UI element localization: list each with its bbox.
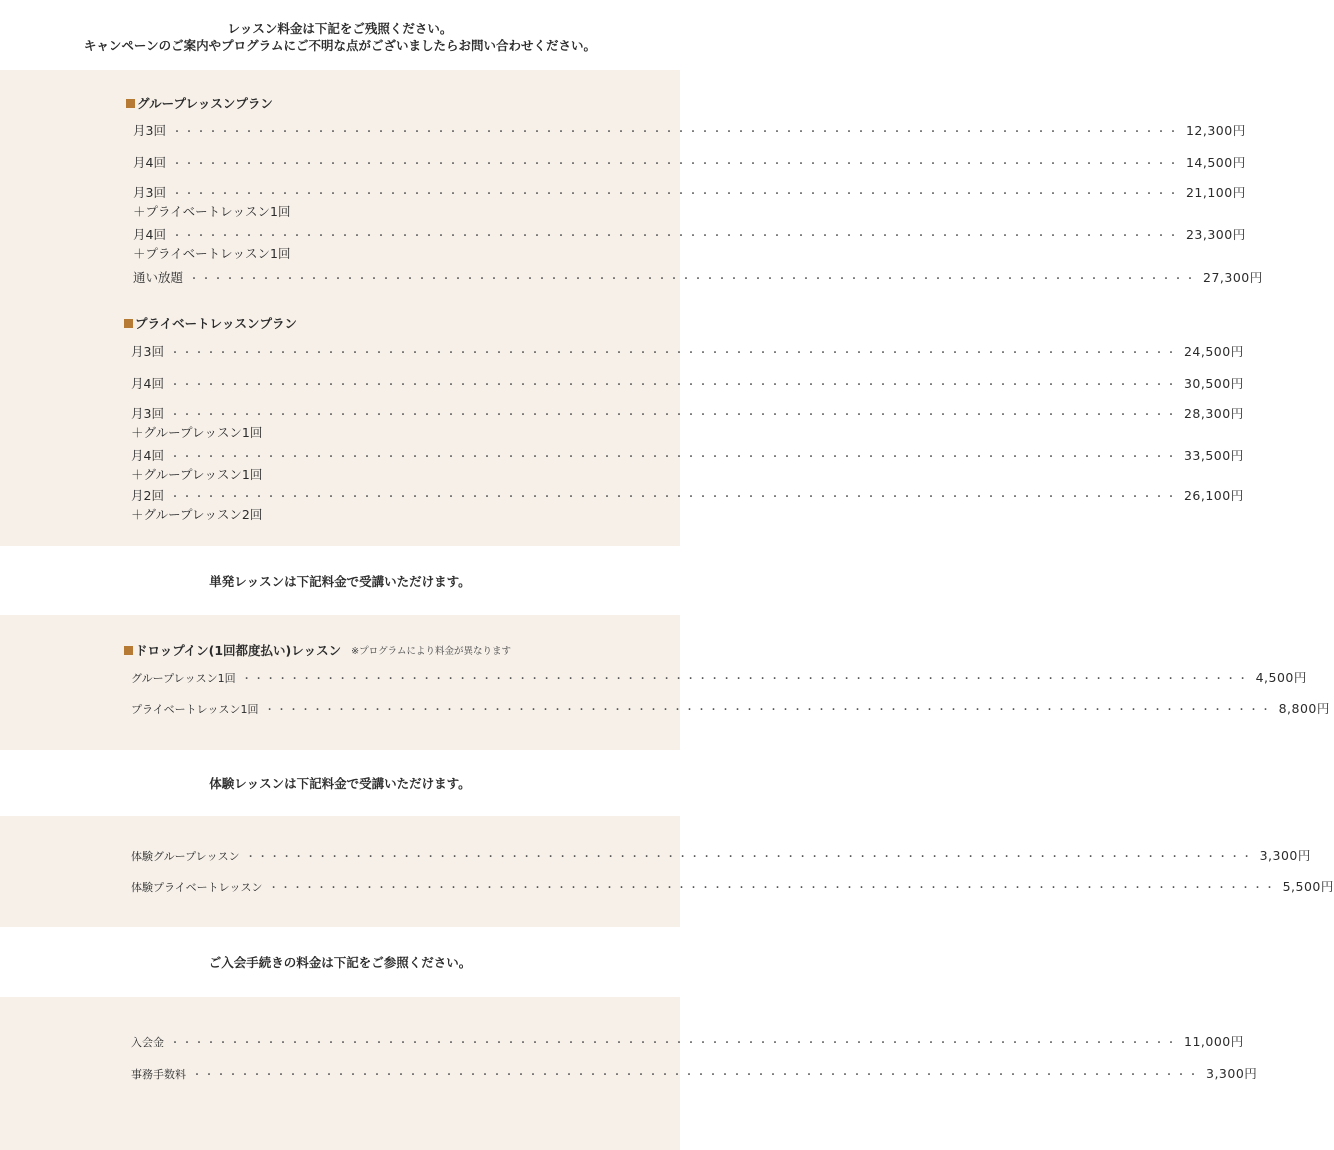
single-lesson-heading: 単発レッスンは下記料金で受講いただけます。 [209, 573, 471, 589]
row-label: 月3回 [131, 406, 164, 421]
monthly-plans-section [0, 70, 1263, 546]
dropin-note: ※プログラムにより料金が異なります [351, 646, 511, 657]
group-plan-row [133, 123, 1246, 141]
row-label: 月4回 [133, 155, 166, 170]
dot-leader: ・・・・・・・・・・・・・・・・・・・・・・・・・・・・・・・・・・・・・・・・・・・・・・・・・・・・・・・・・・・・・・・・・・・・・・・・・・・・・・・・・・・・ [171, 127, 1180, 138]
row-label: 月4回 [131, 448, 164, 463]
row-label: 体験プライベートレッスン [131, 881, 263, 894]
dot-leader: ・・・・・・・・・・・・・・・・・・・・・・・・・・・・・・・・・・・・・・・・・・・・・・・・・・・・・・・・・・・・・・・・・・・・・・・・・・・・・・・・・・・・ [169, 410, 1178, 421]
dropin-title: ドロップイン(1回都度払い)レッスン ※プログラムにより料金が異なります [124, 641, 511, 659]
join-fee-heading: ご入会手続きの料金は下記をご参照ください。 [208, 955, 472, 970]
row-label: 事務手数料 [131, 1068, 186, 1081]
join-section [0, 997, 1258, 1150]
private-plan-row [131, 344, 1244, 362]
row-price: 3,300円 [1259, 848, 1311, 863]
private-plan-row [131, 406, 1244, 441]
row-addon: ＋グループレッスン1回 [131, 467, 263, 482]
dot-leader: ・・・・・・・・・・・・・・・・・・・・・・・・・・・・・・・・・・・・・・・・・・・・・・・・・・・・・・・・・・・・・・・・・・・・・・・・・・・・・・・・・・・・ [171, 231, 1180, 242]
dot-leader: ・・・・・・・・・・・・・・・・・・・・・・・・・・・・・・・・・・・・・・・・・・・・・・・・・・・・・・・・・・・・・・・・・・・・・・・・・・・・・・・・・・・・ [268, 883, 1277, 894]
square-bullet-icon [124, 319, 133, 328]
row-addon: ＋プライベートレッスン1回 [133, 246, 291, 261]
row-price: 28,300円 [1183, 406, 1244, 421]
row-addon: ＋グループレッスン1回 [131, 425, 263, 440]
dot-leader: ・・・・・・・・・・・・・・・・・・・・・・・・・・・・・・・・・・・・・・・・・・・・・・・・・・・・・・・・・・・・・・・・・・・・・・・・・・・・・・・・・・・・ [169, 348, 1178, 359]
join-row [131, 1066, 1258, 1084]
private-plan-title: プライベートレッスンプラン [124, 314, 297, 332]
row-label: 入会金 [131, 1036, 164, 1049]
group-plan-title: グループレッスンプラン [126, 94, 273, 112]
trial-section [0, 816, 1334, 927]
row-price: 33,500円 [1183, 448, 1244, 463]
row-price: 11,000円 [1184, 1034, 1244, 1049]
trial-row [131, 848, 1311, 866]
row-price: 26,100円 [1183, 488, 1244, 503]
row-label: 月3回 [131, 344, 164, 359]
row-price: 12,300円 [1185, 123, 1246, 138]
row-label: グループレッスン1回 [131, 672, 236, 685]
row-label: プライベートレッスン1回 [131, 703, 259, 716]
dot-leader: ・・・・・・・・・・・・・・・・・・・・・・・・・・・・・・・・・・・・・・・・・・・・・・・・・・・・・・・・・・・・・・・・・・・・・・・・・・・・・・・・・・・・ [245, 852, 1254, 863]
row-addon: ＋プライベートレッスン1回 [133, 204, 291, 219]
intro-text [0, 0, 680, 70]
row-label: 月2回 [131, 488, 164, 503]
row-price: 30,500円 [1183, 376, 1244, 391]
row-label: 月4回 [131, 376, 164, 391]
row-label: 通い放題 [133, 270, 184, 285]
group-plan-row [133, 185, 1246, 220]
intro-line-2: キャンペーンのご案内やプログラムにご不明な点がございましたらお問い合わせください。 [83, 38, 597, 53]
private-plan-row [131, 448, 1244, 483]
dot-leader: ・・・・・・・・・・・・・・・・・・・・・・・・・・・・・・・・・・・・・・・・・・・・・・・・・・・・・・・・・・・・・・・・・・・・・・・・・・・・・・・・・・・・ [171, 159, 1180, 170]
dot-leader: ・・・・・・・・・・・・・・・・・・・・・・・・・・・・・・・・・・・・・・・・・・・・・・・・・・・・・・・・・・・・・・・・・・・・・・・・・・・・・・・・・・・・ [171, 189, 1180, 200]
group-plan-row [133, 270, 1263, 288]
row-price: 21,100円 [1185, 185, 1246, 200]
row-price: 5,500円 [1282, 879, 1334, 894]
row-price: 8,800円 [1278, 701, 1330, 716]
row-price: 24,500円 [1183, 344, 1244, 359]
row-price: 14,500円 [1185, 155, 1246, 170]
dropin-row [131, 701, 1330, 719]
group-plan-row [133, 227, 1246, 262]
dot-leader: ・・・・・・・・・・・・・・・・・・・・・・・・・・・・・・・・・・・・・・・・・・・・・・・・・・・・・・・・・・・・・・・・・・・・・・・・・・・・・・・・・・・・ [192, 1070, 1200, 1081]
square-bullet-icon [126, 99, 135, 108]
row-addon: ＋グループレッスン2回 [131, 507, 263, 522]
dot-leader: ・・・・・・・・・・・・・・・・・・・・・・・・・・・・・・・・・・・・・・・・・・・・・・・・・・・・・・・・・・・・・・・・・・・・・・・・・・・・・・・・・・・・ [170, 1038, 1178, 1049]
trial-lesson-heading: 体験レッスンは下記料金で受講いただけます。 [209, 776, 471, 791]
row-label: 月3回 [133, 185, 166, 200]
row-price: 3,300円 [1206, 1066, 1258, 1081]
dot-leader: ・・・・・・・・・・・・・・・・・・・・・・・・・・・・・・・・・・・・・・・・・・・・・・・・・・・・・・・・・・・・・・・・・・・・・・・・・・・・・・・・・・・・ [169, 380, 1178, 391]
dot-leader: ・・・・・・・・・・・・・・・・・・・・・・・・・・・・・・・・・・・・・・・・・・・・・・・・・・・・・・・・・・・・・・・・・・・・・・・・・・・・・・・・・・・・ [169, 492, 1178, 503]
row-price: 23,300円 [1185, 227, 1246, 242]
dropin-row [131, 670, 1307, 688]
row-label: 月4回 [133, 227, 166, 242]
row-label: 月3回 [133, 123, 166, 138]
intro-line-1: レッスン料金は下記をご残照ください。 [227, 21, 453, 36]
square-bullet-icon [124, 646, 133, 655]
private-plan-row [131, 376, 1244, 394]
group-plan-row [133, 155, 1246, 173]
row-price: 4,500円 [1255, 670, 1307, 685]
dot-leader: ・・・・・・・・・・・・・・・・・・・・・・・・・・・・・・・・・・・・・・・・・・・・・・・・・・・・・・・・・・・・・・・・・・・・・・・・・・・・・・・・・・・・ [264, 705, 1273, 716]
row-label: 体験グループレッスン [131, 850, 240, 863]
dot-leader: ・・・・・・・・・・・・・・・・・・・・・・・・・・・・・・・・・・・・・・・・・・・・・・・・・・・・・・・・・・・・・・・・・・・・・・・・・・・・・・・・・・・・ [189, 274, 1198, 285]
private-plan-row [131, 488, 1244, 523]
dot-leader: ・・・・・・・・・・・・・・・・・・・・・・・・・・・・・・・・・・・・・・・・・・・・・・・・・・・・・・・・・・・・・・・・・・・・・・・・・・・・・・・・・・・・ [241, 674, 1250, 685]
trial-row [131, 879, 1334, 897]
join-row [131, 1034, 1244, 1052]
dot-leader: ・・・・・・・・・・・・・・・・・・・・・・・・・・・・・・・・・・・・・・・・・・・・・・・・・・・・・・・・・・・・・・・・・・・・・・・・・・・・・・・・・・・・ [169, 452, 1178, 463]
dropin-section [0, 615, 1330, 750]
row-price: 27,300円 [1203, 270, 1263, 285]
